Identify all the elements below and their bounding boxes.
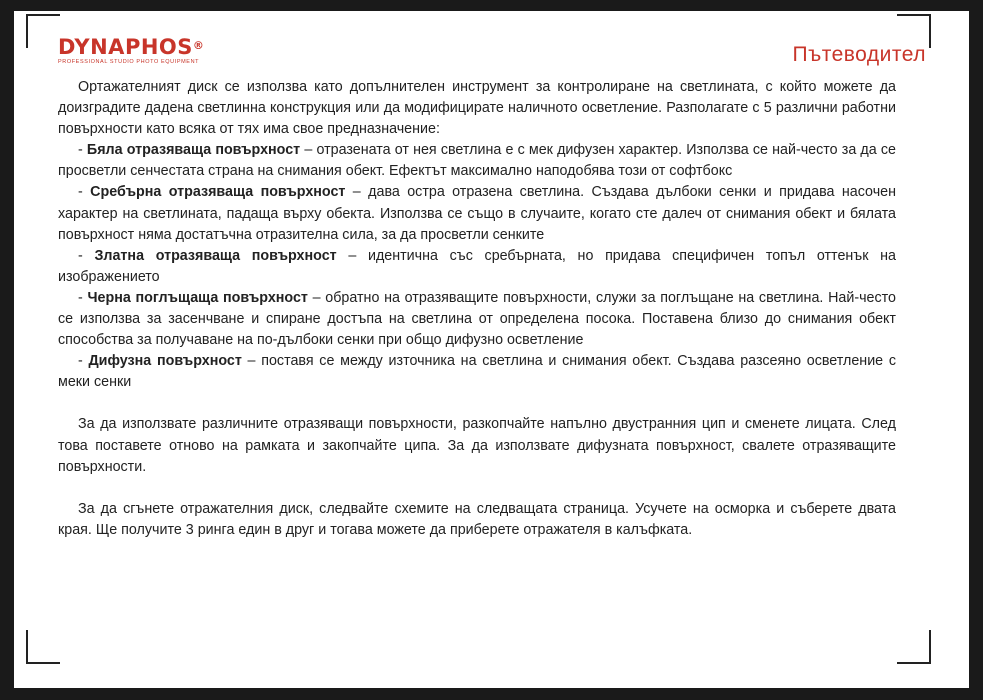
- registered-mark: ®: [192, 39, 205, 52]
- list-item-term: Сребърна отразяваща повърхност: [90, 184, 346, 201]
- list-item-term: Златна отразяваща повърхност: [94, 247, 337, 264]
- list-item-term: Черна поглъщаща повърхност: [87, 289, 308, 306]
- brand-logo: [58, 36, 248, 65]
- crop-mark-top-left: [26, 14, 60, 48]
- crop-mark-bottom-left: [26, 630, 60, 664]
- zipper-paragraph: За да използвате различните отразяващи повърхности, разкопчайте напълно двустранния цип и сменете лицата. След това поставете отново на рамката и закопчайте ципа. За да използвате дифузната повърхност, свалете отразяващите повърхности.: [58, 416, 896, 475]
- brand-name: DYNAPHOS: [58, 35, 193, 59]
- page-title: Пътеводител: [792, 43, 926, 66]
- list-item-text: – отразената от нея светлина е с мек дифузен характер. Използва се най-често за да се просветли сенчестата страна на снимания обект. Ефектът максимално наподобява този от софтбокс: [58, 142, 896, 180]
- list-item: - Златна отразяваща повърхност – идентична със сребърната, но придава специфичен топъл оттенък на изображението: [58, 247, 896, 285]
- list-item-text: – дава остра отразена светлина. Създава дълбоки сенки и придава насочен характер на светлината, падаща върху обекта. Използва се също в случаите, когато сте далеч от снимания обект и бялата повърхност няма достатъчна отразителна сила, за да просветли сенките: [58, 184, 896, 243]
- intro-paragraph: Ортажателният диск се използва като допълнителен инструмент за контролиране на светлината, с който можете да доизградите дадена светлинна конструкция или да модифицирате наличното осветление. Разполагате с 5 различни работни повърхности като всяка от тях има свое предназначение:: [58, 79, 896, 138]
- spacer: [58, 393, 896, 414]
- folding-paragraph: За да сгънете отражателния диск, следвайте схемите на следващата страница. Усучете на осморка и съберете двата края. Ще получите 3 ринга един в друг и тогава можете да приберете отражателя в калъфката.: [58, 500, 896, 538]
- list-item-text: – поставя се между източника на светлина и снимания обект. Създава разсеяно осветление с меки сенки: [58, 353, 897, 391]
- spacer: [58, 478, 896, 499]
- brand-tagline: PROFESSIONAL STUDIO PHOTO EQUIPMENT: [58, 59, 200, 65]
- crop-mark-bottom-right: [897, 630, 931, 664]
- list-item-text: – идентична със сребърната, но придава специфичен топъл оттенък на изображението: [58, 247, 896, 285]
- list-item: - Сребърна отразяваща повърхност – дава остра отразена светлина. Създава дълбоки сенки и придава насочен характер на светлината, падаща върху обекта. Използва се също в случаите, когато сте далеч от снимания обект и бялата повърхност няма достатъчна отразителна сила, за да просветли сенките: [58, 184, 896, 243]
- list-item: - Дифузна повърхност – поставя се между източника на светлина и снимания обект. Създава разсеяно осветление с меки сенки: [58, 353, 897, 391]
- document-body: [58, 77, 896, 541]
- list-item: - Бяла отразяваща повърхност – отразената от нея светлина е с мек дифузен характер. Използва се най-често за да се просветли сенчестата страна на снимания обект. Ефектът максимално наподобява този от софтбокс: [58, 142, 896, 180]
- list-item-term: Дифузна повърхност: [88, 353, 242, 370]
- list-item-text: – обратно на отразяващите повърхности, служи за поглъщане на светлина. Най-често се използва за засенчване и спиране достъпа на светлина от определена посока. Поставена близо до снимания обект способства за получаване на по-дълбоки сенки при общо дифузно осветление: [58, 289, 896, 349]
- list-item-term: Бяла отразяваща повърхност: [86, 142, 301, 159]
- list-item: - Черна поглъщаща повърхност – обратно на отразяващите повърхности, служи за поглъщане на светлина. Най-често се използва за засенчване и спиране достъпа на светлина от определена посока. Поставена близо до снимания обект способства за получаване на по-дълбоки сенки при общо дифузно осветление: [58, 289, 896, 349]
